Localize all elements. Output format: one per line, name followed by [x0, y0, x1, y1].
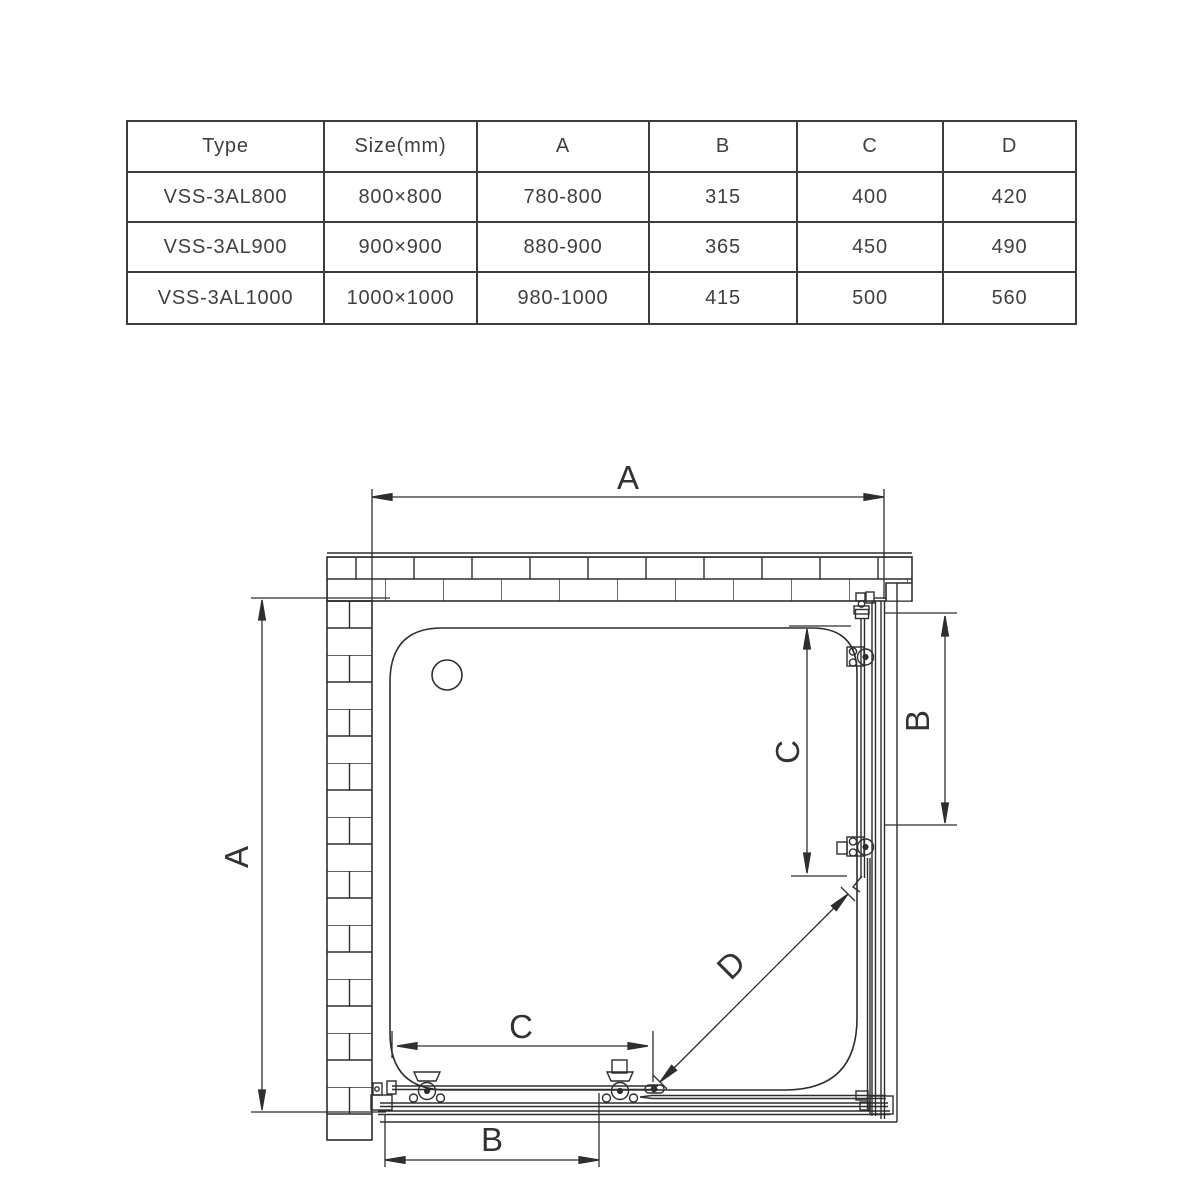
- spec-cell: 980-1000: [477, 272, 649, 324]
- dimension-right-c: [769, 626, 851, 876]
- spec-cell: 420: [943, 172, 1076, 222]
- spec-col-header: A: [477, 121, 649, 172]
- spec-cell: VSS-3AL800: [127, 172, 324, 222]
- spec-cell: 560: [943, 272, 1076, 324]
- spec-cell: 315: [649, 172, 797, 222]
- dimension-diagonal-d: [653, 887, 855, 1089]
- shower-tray: [390, 628, 857, 1090]
- fixed-panel-bottom: [640, 1096, 886, 1099]
- dimension-label: B: [899, 709, 936, 733]
- spec-cell: 800×800: [324, 172, 477, 222]
- spec-cell: 415: [649, 272, 797, 324]
- spec-col-header: Type: [127, 121, 324, 172]
- spec-col-header: B: [649, 121, 797, 172]
- roller-icon: [603, 1060, 638, 1102]
- spec-cell: 1000×1000: [324, 272, 477, 324]
- dimension-label: C: [509, 1008, 533, 1045]
- spec-cell: 780-800: [477, 172, 649, 222]
- spec-col-header: Size(mm): [324, 121, 477, 172]
- dimension-label: D: [709, 943, 753, 987]
- dimension-label: B: [480, 1121, 504, 1158]
- dimension-right-b: [884, 613, 957, 825]
- dimension-label: C: [769, 740, 806, 764]
- roller-icon: [847, 647, 874, 666]
- roller-icon: [837, 837, 874, 856]
- dimension-bottom-b: [385, 1093, 599, 1167]
- spec-cell: 400: [797, 172, 943, 222]
- drain-icon: [432, 660, 462, 690]
- dimension-label: A: [616, 459, 640, 496]
- brick-wall-left: [327, 601, 372, 1140]
- brick-wall-top: [327, 553, 912, 601]
- spec-cell: 365: [649, 222, 797, 272]
- spec-col-header: D: [943, 121, 1076, 172]
- spec-cell: 490: [943, 222, 1076, 272]
- fixed-panel-right: [868, 858, 871, 1110]
- spec-cell: 900×900: [324, 222, 477, 272]
- spec-cell: 450: [797, 222, 943, 272]
- dimension-bottom-c: [392, 1008, 653, 1082]
- dimension-label: A: [218, 845, 255, 869]
- roller-icon: [410, 1072, 445, 1102]
- spec-cell: 500: [797, 272, 943, 324]
- spec-cell: 880-900: [477, 222, 649, 272]
- spec-cell: VSS-3AL1000: [127, 272, 324, 324]
- spec-cell: VSS-3AL900: [127, 222, 324, 272]
- spec-col-header: C: [797, 121, 943, 172]
